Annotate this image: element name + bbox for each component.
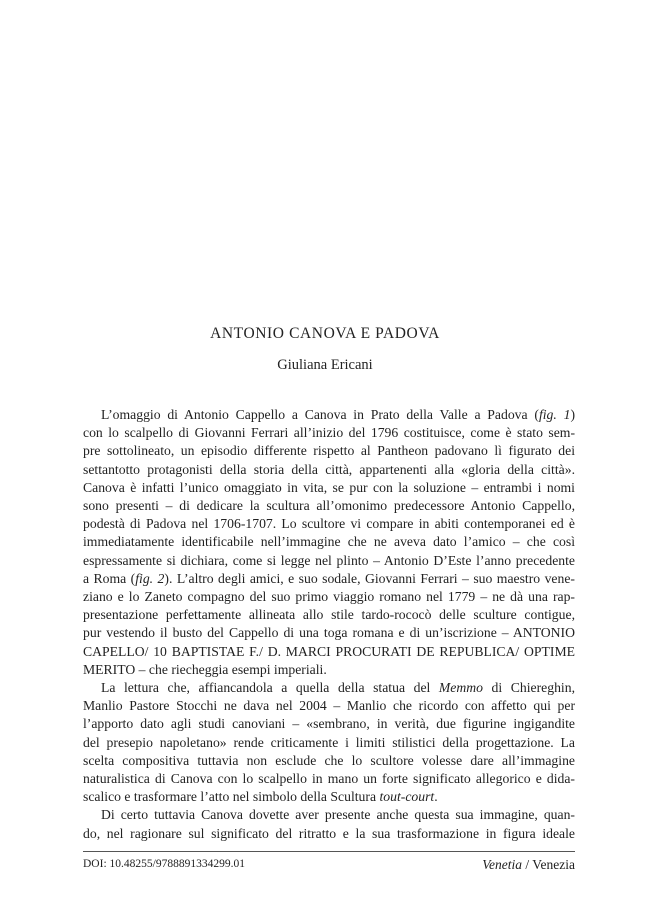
text-line bbox=[83, 697, 575, 715]
footer-journal bbox=[482, 857, 575, 873]
text-span: scelta compositiva tuttavia non esclude che lo scultore volesse dare all’immagine bbox=[83, 752, 575, 768]
paragraph bbox=[83, 806, 575, 842]
text-span: con lo scalpello di Giovanni Ferrari all’inizio del 1796 costituisce, come è stato sem- bbox=[83, 425, 575, 441]
text-span: presentazione perfettamente allineata allo stile tardo-rococò delle sculture contigue, bbox=[83, 607, 575, 623]
text-span: ziano e lo Zaneto compagno del suo primo viaggio romano nel 1779 – ne dà una rap- bbox=[83, 589, 575, 605]
text-span: ) bbox=[570, 407, 575, 422]
text-line bbox=[83, 624, 575, 642]
text-span: pre sottolineato, un episodio differente rispetto al Pantheon padovano lì figurato dei bbox=[83, 443, 575, 459]
doi-label: DOI: bbox=[83, 858, 107, 870]
text-span: fig. 1 bbox=[538, 407, 571, 422]
text-line bbox=[83, 806, 575, 824]
text-span: a Roma ( bbox=[83, 570, 136, 586]
text-span: pur vestendo il busto del Cappello di una toga romana e di un’iscrizione – ANTONIO bbox=[83, 625, 575, 641]
paragraph bbox=[83, 679, 575, 806]
text-span: MERITO – che riecheggia esempi imperiali. bbox=[83, 661, 327, 677]
footer-doi bbox=[83, 858, 245, 870]
text-line bbox=[83, 643, 575, 661]
text-line bbox=[83, 752, 575, 770]
text-line bbox=[83, 661, 575, 679]
text-line bbox=[83, 442, 575, 460]
text-span: Di certo tuttavia Canova dovette aver presente anche questa sua immagine, quan- bbox=[101, 807, 575, 823]
text-line bbox=[83, 770, 575, 788]
text-span: immediatamente identificabile nell’immagine che ne aveva dato l’amico – che così bbox=[83, 534, 575, 550]
text-line bbox=[83, 497, 575, 515]
text-span: sono presenti – di dedicare la scultura all’omonimo predecessore Antonio Cappello, bbox=[83, 498, 575, 514]
text-span: . bbox=[434, 789, 438, 805]
text-span: do, nel ragionare sul significato del ritratto e la sua trasformazione in figura ideale bbox=[83, 825, 575, 841]
text-span: L’omaggio di Antonio Cappello a Canova in Prato della Valle a Padova ( bbox=[101, 407, 539, 422]
text-line bbox=[83, 515, 575, 533]
text-line bbox=[83, 479, 575, 497]
text-span: l’apporto dato agli studi canoviani – «sembrano, in verità, due figurine ingigandite bbox=[83, 716, 575, 732]
article-author: Giuliana Ericani bbox=[277, 357, 373, 373]
text-span: del presepio napoletano» rende criticamente i limiti stilistici della progettazione. La bbox=[83, 734, 575, 750]
text-span: podestà di Padova nel 1706-1707. Lo scultore vi compare in abiti contemporanei ed è bbox=[83, 516, 575, 532]
text-line bbox=[83, 825, 575, 843]
text-line bbox=[83, 461, 575, 479]
text-span: di Chiereghin, bbox=[482, 680, 575, 696]
journal-name-italic: Venetia bbox=[482, 857, 522, 872]
text-span: settantotto protagonisti della storia della città, appartenenti alla «gloria della città». bbox=[83, 461, 575, 477]
text-line bbox=[83, 715, 575, 733]
text-span: Canova è infatti l’unico omaggiato in vita, se pur con la soluzione – entrambi i nomi bbox=[83, 479, 575, 495]
text-span: CAPELLO/ 10 BAPTISTAE F./ D. MARCI PROCURATI DE REPUBLICA/ OPTIME bbox=[83, 643, 575, 659]
text-span: naturalistica di Canova con lo scalpello in mano un forte significato allegorico e dida- bbox=[83, 771, 575, 787]
text-span: espressamente si dichiara, come si legge nel plinto – Antonio D’Este l’anno precedente bbox=[83, 552, 575, 568]
text-line bbox=[83, 606, 575, 624]
text-line bbox=[83, 424, 575, 442]
text-line bbox=[83, 552, 575, 570]
text-line bbox=[83, 679, 575, 697]
text-span: Memmo bbox=[438, 680, 483, 696]
text-span: Manlio Pastore Stocchi ne dava nel 2004 – Manlio che ricordo con affetto qui per bbox=[83, 698, 575, 714]
text-span: La lettura che, affiancandola a quella della statua del bbox=[101, 680, 439, 696]
journal-name: Venezia bbox=[532, 857, 575, 872]
article-body bbox=[83, 406, 575, 843]
journal-separator: / bbox=[522, 857, 533, 872]
text-span: tout-court bbox=[379, 789, 435, 805]
article-title: ANTONIO CANOVA E PADOVA bbox=[210, 325, 440, 342]
text-line bbox=[83, 788, 575, 806]
text-span: ). L’altro degli amici, e suo sodale, Giovanni Ferrari – suo maestro vene- bbox=[164, 570, 575, 586]
text-line bbox=[83, 570, 575, 588]
footer-rule bbox=[83, 851, 575, 852]
doi-value: 10.48255/9788891334299.01 bbox=[109, 858, 245, 870]
text-line bbox=[83, 406, 575, 424]
text-span: fig. 2 bbox=[135, 570, 165, 586]
text-line bbox=[83, 533, 575, 551]
paragraph bbox=[83, 406, 575, 679]
text-span: scalico e trasformare l’atto nel simbolo della Scultura bbox=[83, 789, 380, 805]
text-line bbox=[83, 588, 575, 606]
text-line bbox=[83, 734, 575, 752]
